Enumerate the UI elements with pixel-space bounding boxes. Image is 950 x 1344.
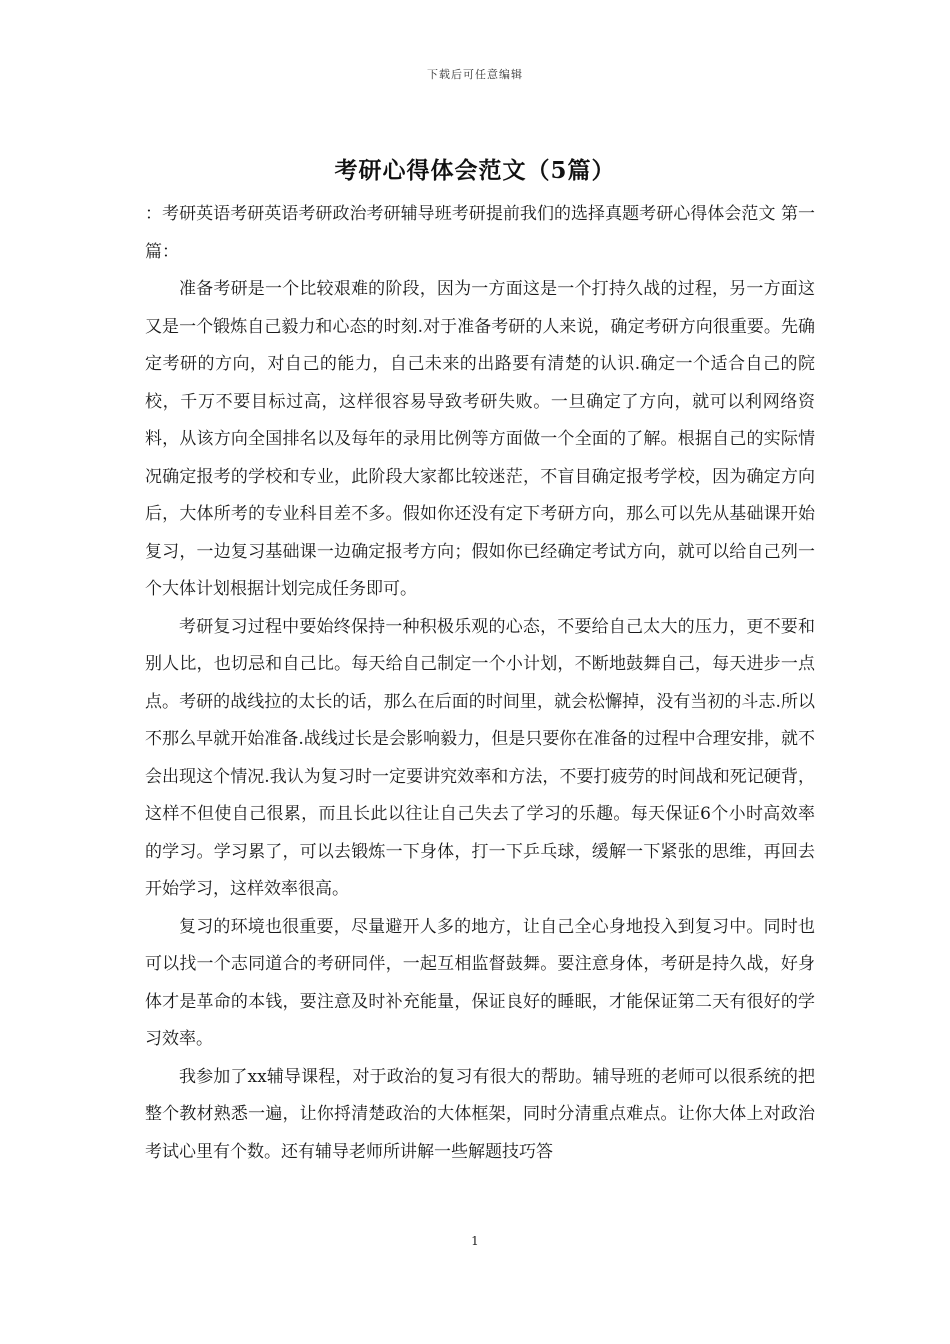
body-paragraph-4: 我参加了xx辅导课程，对于政治的复习有很大的帮助。辅导班的老师可以很系统的把整个教材熟悉一遍，让你捋清楚政治的大体框架，同时分清重点难点。让你大体上对政治考试心里有个数。还有辅导老师所讲解一些解题技巧答 [145,1066,815,1162]
document-body [145,196,815,1171]
intro-paragraph: ：考研英语考研英语考研政治考研辅导班考研提前我们的选择真题考研心得体会范文 第一篇： [145,204,815,262]
page-header-note: 下载后可任意编辑 [427,68,523,81]
body-paragraph-3: 复习的环境也很重要，尽量避开人多的地方，让自己全心身地投入到复习中。同时也可以找一个志同道合的考研同伴，一起互相监督鼓舞。要注意身体，考研是持久战，好身体才是革命的本钱，要注意及时补充能量，保证良好的睡眠，才能保证第二天有很好的学习效率。 [145,916,815,1049]
body-paragraph-1: 准备考研是一个比较艰难的阶段，因为一方面这是一个打持久战的过程，另一方面这又是一个锻炼自己毅力和心态的时刻.对于准备考研的人来说，确定考研方向很重要。先确定考研的方向，对自己的能力，自己未来的出路要有清楚的认识.确定一个适合自己的院校，千万不要目标过高，这样很容易导致考研失败。一旦确定了方向，就可以利网络资料，从该方向全国排名以及每年的录用比例等方面做一个全面的了解。根据自己的实际情况确定报考的学校和专业，此阶段大家都比较迷茫，不盲目确定报考学校，因为确定方向后，大体所考的专业科目差不多。假如你还没有定下考研方向，那么可以先从基础课开始复习，一边复习基础课一边确定报考方向；假如你已经确定考试方向，就可以给自己列一个大体计划根据计划完成任务即可。 [145,279,815,599]
body-paragraph-2: 考研复习过程中要始终保持一种积极乐观的心态，不要给自己太大的压力，更不要和别人比，也切忌和自己比。每天给自己制定一个小计划，不断地鼓舞自己，每天进步一点点。考研的战线拉的太长的话，那么在后面的时间里，就会松懈掉，没有当初的斗志.所以不那么早就开始准备.战线过长是会影响毅力，但是只要你在准备的过程中合理安排，就不会出现这个情况.我认为复习时一定要讲究效率和方法，不要打疲劳的时间战和死记硬背，这样不但使自己很累，而且长此以往让自己失去了学习的乐趣。每天保证6个小时高效率的学习。学习累了，可以去锻炼一下身体，打一下乒乓球，缓解一下紧张的思维，再回去开始学习，这样效率很高。 [145,616,815,899]
document-title: 考研心得体会范文（5篇） [334,157,616,184]
page-number: 1 [471,1234,479,1248]
